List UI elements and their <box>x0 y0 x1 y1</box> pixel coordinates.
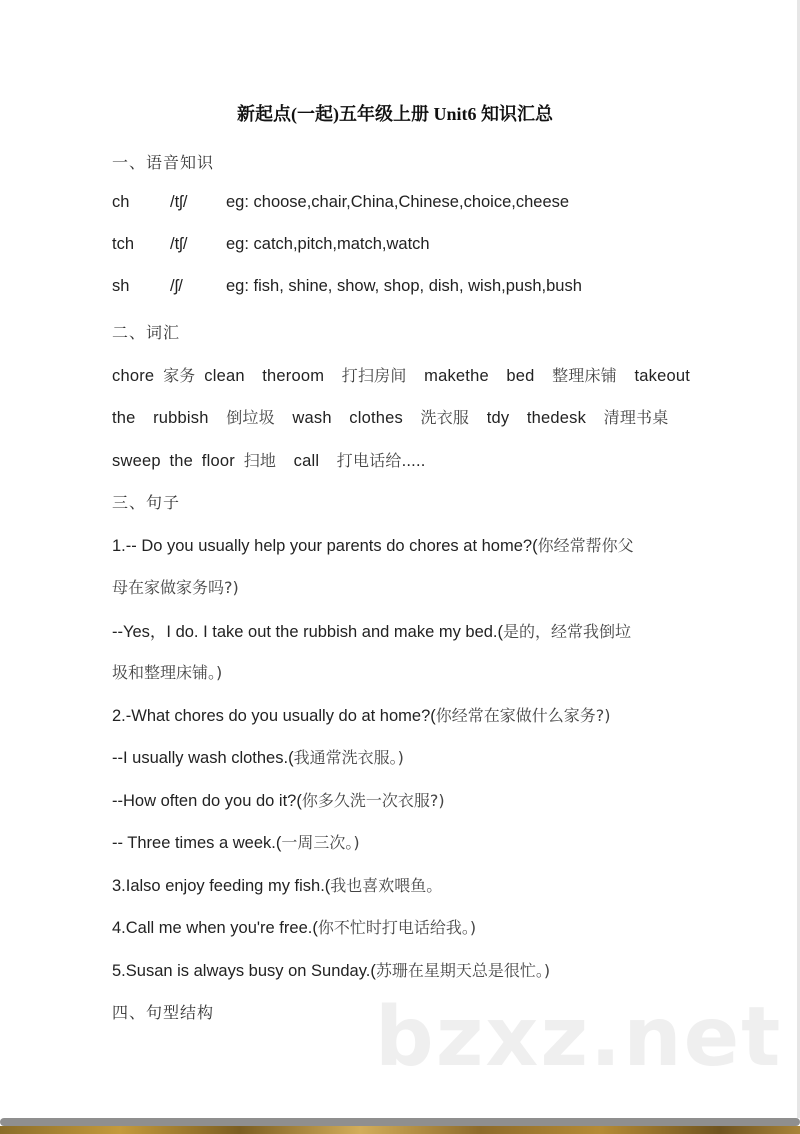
sentence-en: 2.-What chores do you usually do at home?( <box>112 707 436 725</box>
phonics-letters: tch <box>112 235 135 253</box>
sentence-line <box>112 745 404 768</box>
sentence-en: 1.-- Do you usually help your parents do chores at home?( <box>112 537 538 555</box>
sentence-en: 3.Ialso enjoy feeding my fish.( <box>112 877 331 895</box>
sentence-line <box>112 618 631 642</box>
section-heading-sentence-patterns: 四、句型结构 <box>112 1003 215 1022</box>
phonics-row <box>112 277 582 296</box>
document-title: 新起点(一起)五年级上册 Unit6 知识汇总 <box>237 104 553 124</box>
sentence-cn: 你经常在家做什么家务?) <box>435 706 611 725</box>
sentence-en: 4.Call me when you're free.( <box>112 919 318 937</box>
phonics-symbol: /tʃ/ <box>170 235 188 253</box>
vocab-en: ..... <box>401 452 426 470</box>
sentence-en: --Yes，I do. I take out the rubbish and make my bed.( <box>112 623 504 641</box>
vocabulary-line <box>112 448 426 471</box>
sentence-cn: 我也喜欢喂鱼。 <box>330 876 443 895</box>
sentence-line <box>112 788 445 811</box>
phonics-row <box>112 193 569 212</box>
vocab-en: wash clothes <box>274 409 421 427</box>
vocab-en: tdy thedesk <box>469 409 604 427</box>
section-heading-vocabulary: 二、词汇 <box>112 323 181 342</box>
watermark: bzxz.net <box>375 990 783 1085</box>
sentence-cn: 母在家做家务吗?) <box>112 578 239 597</box>
sentence-line <box>112 915 476 938</box>
vocab-cn: 打电话给 <box>336 451 402 470</box>
phonics-examples: eg: fish, shine, show, shop, dish, wish,push,bush <box>226 277 582 295</box>
phonics-examples: eg: choose,chair,China,Chinese,choice,cheese <box>226 193 570 211</box>
sentence-cn: 苏珊在星期天总是很忙。) <box>375 961 551 980</box>
sentence-cn: 圾和整理床铺。) <box>112 663 223 682</box>
sentence-en: -- Three times a week.( <box>112 834 282 852</box>
vocab-cn: 家务 <box>163 366 196 385</box>
vocabulary-line <box>112 405 668 428</box>
sentence-line <box>112 660 222 683</box>
sentence-line <box>112 703 611 726</box>
phonics-examples: eg: catch,pitch,match,watch <box>226 235 430 253</box>
vocabulary-line <box>112 363 690 386</box>
vocab-cn: 扫地 <box>243 451 277 470</box>
sentence-line <box>112 873 442 896</box>
sentence-cn: 是的，经常我倒垃 <box>503 622 632 641</box>
vocab-cn: 打扫房间 <box>341 366 407 385</box>
phonics-letters: ch <box>112 193 130 211</box>
background-texture-strip <box>0 1126 800 1134</box>
sentence-line <box>112 533 634 556</box>
vocab-cn: 洗衣服 <box>420 408 470 427</box>
vocab-en: sweep the floor <box>112 452 244 470</box>
horizontal-scrollbar[interactable] <box>0 1118 800 1126</box>
phonics-row <box>112 235 430 254</box>
sentence-cn: 我通常洗衣服。) <box>293 748 404 767</box>
vocab-cn: 整理床铺 <box>552 366 617 385</box>
sentence-en: --How often do you do it?( <box>112 792 302 810</box>
vocab-en: chore <box>112 367 164 385</box>
phonics-letters: sh <box>112 277 130 295</box>
phonics-symbol: /ʃ/ <box>170 277 183 295</box>
vocab-en: the rubbish <box>112 409 227 427</box>
sentence-cn: 一周三次。) <box>281 833 360 852</box>
vocab-en: clean theroom <box>195 367 342 385</box>
section-heading-sentences: 三、句子 <box>112 493 181 512</box>
sentence-line <box>112 958 550 981</box>
vocab-en: takeout <box>616 367 691 385</box>
section-heading-phonics: 一、语音知识 <box>112 153 215 172</box>
phonics-symbol: /tʃ/ <box>170 193 188 211</box>
vocab-en: makethe bed <box>406 367 553 385</box>
sentence-cn: 你多久洗一次衣服?) <box>301 791 445 810</box>
sentence-line <box>112 575 239 598</box>
sentence-en: 5.Susan is always busy on Sunday.( <box>112 962 376 980</box>
vocab-en: call <box>276 452 337 470</box>
sentence-en: --I usually wash clothes.( <box>112 749 294 767</box>
vocab-cn: 清理书桌 <box>603 408 669 427</box>
vocab-cn: 倒垃圾 <box>226 408 275 427</box>
sentence-line <box>112 830 360 853</box>
sentence-cn: 你不忙时打电话给我。) <box>317 918 477 937</box>
sentence-cn: 你经常帮你父 <box>537 536 634 555</box>
